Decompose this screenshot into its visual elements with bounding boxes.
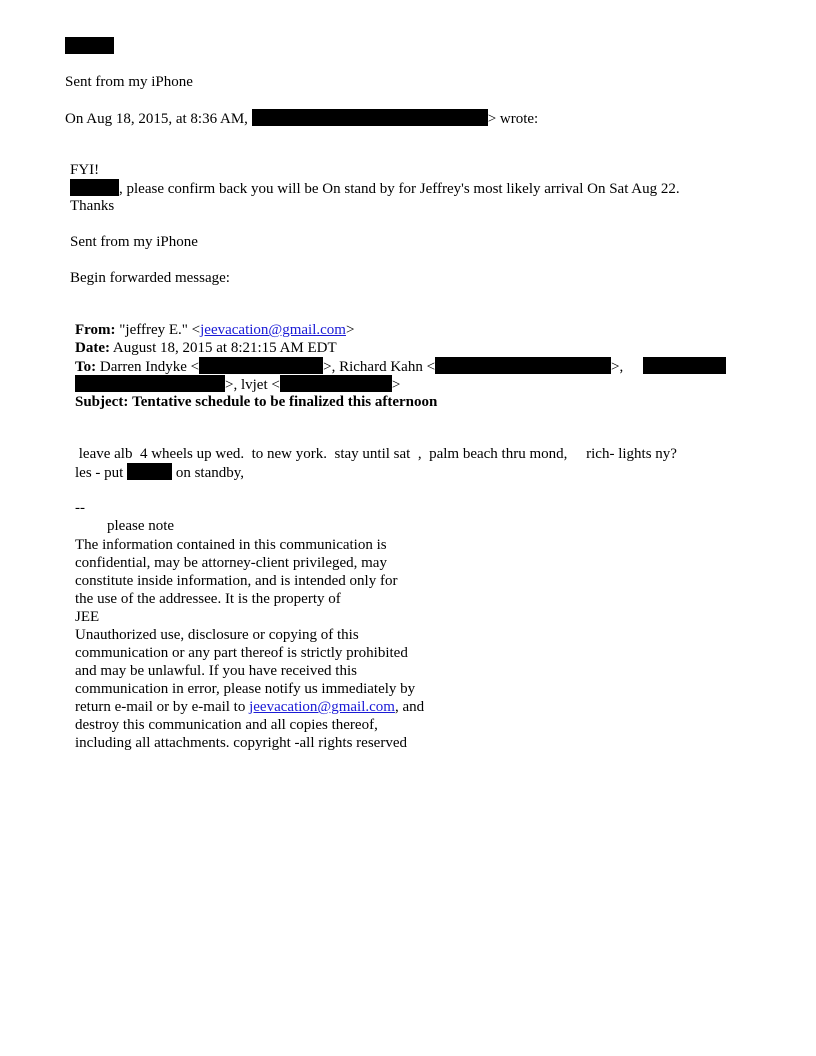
date-label: Date: — [75, 340, 110, 356]
redaction-block — [199, 357, 323, 374]
from-header — [75, 321, 354, 339]
subject-header — [75, 393, 437, 411]
to-darren: Darren Indyke < — [99, 359, 200, 375]
date-header — [75, 339, 337, 357]
from-email-link[interactable]: jeevacation@gmail.com — [200, 322, 346, 338]
redaction-block — [435, 357, 611, 374]
body-line-2-suffix: on standby, — [175, 465, 245, 481]
to-sep: >, — [611, 359, 624, 375]
wrote-prefix: On Aug 18, 2015, at 8:36 AM, — [65, 111, 248, 127]
please-note: please note — [107, 518, 175, 534]
disclaimer-line: constitute inside information, and is intended only for — [75, 573, 398, 589]
disclaimer-email-line — [75, 698, 424, 716]
redaction-block — [127, 463, 172, 480]
redaction-block — [75, 375, 225, 392]
email-line-suffix: , and — [394, 699, 425, 715]
wrote-suffix: > wrote: — [487, 111, 539, 127]
disclaimer-line: The information contained in this communication is — [75, 537, 387, 553]
thanks-text: Thanks — [70, 198, 115, 214]
forward-sent-from: Sent from my iPhone — [70, 234, 198, 250]
disclaimer-line: JEE — [75, 609, 100, 625]
subject-value: Tentative schedule to be finalized this afternoon — [132, 394, 438, 410]
from-label: From: — [75, 322, 116, 338]
disclaimer-line: confidential, may be attorney-client privileged, may — [75, 555, 387, 571]
to-header — [75, 357, 623, 376]
to-richard: >, Richard Kahn < — [323, 359, 436, 375]
redaction-block — [65, 37, 114, 54]
confirm-text: , please confirm back you will be On stand by for Jeffrey's most likely arrival On Sat Aug 22. — [119, 181, 680, 197]
outer-sent-from: Sent from my iPhone — [65, 74, 193, 90]
to-label: To: — [75, 359, 97, 375]
body-line-2-prefix: les - put — [75, 465, 124, 481]
redaction-block — [70, 179, 119, 196]
fyi-text: FYI! — [70, 162, 100, 178]
signature-dashes: -- — [75, 500, 85, 516]
body-line-2 — [75, 463, 244, 482]
to-header-cont — [75, 375, 400, 394]
email-line-prefix: return e-mail or by e-mail to — [75, 699, 246, 715]
to-lvjet: >, lvjet < — [225, 377, 280, 393]
body-line-1: leave alb 4 wheels up wed. to new york. stay until sat , palm beach thru mond, rich- lights ny? — [75, 446, 677, 462]
disclaimer-line: communication or any part thereof is strictly prohibited — [75, 645, 408, 661]
disclaimer-line: including all attachments. copyright -all rights reserved — [75, 735, 407, 751]
disclaimer-line: destroy this communication and all copies thereof, — [75, 717, 378, 733]
outer-wrote-line — [65, 109, 538, 128]
redaction-block — [252, 109, 488, 126]
disclaimer-line: Unauthorized use, disclosure or copying of this — [75, 627, 359, 643]
redaction-block — [280, 375, 392, 392]
to-close: > — [391, 377, 401, 393]
date-value: August 18, 2015 at 8:21:15 AM EDT — [112, 340, 337, 356]
subject-label: Subject: — [75, 394, 129, 410]
disclaimer — [75, 536, 424, 752]
from-name: "jeffrey E." < — [119, 322, 201, 338]
disclaimer-line: the use of the addressee. It is the property of — [75, 591, 341, 607]
from-close: > — [345, 322, 355, 338]
confirm-line — [70, 179, 680, 198]
disclaimer-line: and may be unlawful. If you have received this — [75, 663, 357, 679]
signature-email-link[interactable]: jeevacation@gmail.com — [249, 699, 395, 715]
begin-forwarded: Begin forwarded message: — [70, 270, 230, 286]
redaction-block — [643, 357, 726, 374]
disclaimer-line: communication in error, please notify us immediately by — [75, 681, 416, 697]
